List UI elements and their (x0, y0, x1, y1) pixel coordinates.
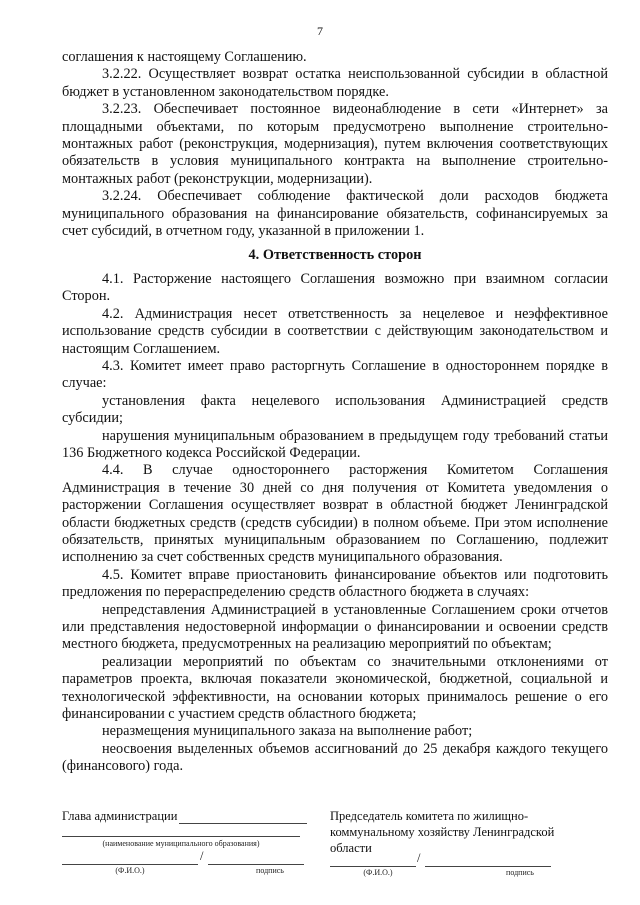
signature-left-sign-caption: подпись (256, 866, 284, 875)
paragraph: установления факта нецелевого использования Администрацией средств субсидии; (62, 392, 608, 427)
paragraph: 3.2.22. Осуществляет возврат остатка неиспользованной субсидии в областной бюджет в установленном законодательством порядке. (62, 66, 608, 100)
signature-left-org-line (62, 836, 300, 837)
signature-right-fio-caption: (Ф.И.О.) (363, 868, 393, 877)
signature-right-label (330, 808, 610, 856)
signature-right-label-line1: Председатель комитета по жилищно- (330, 809, 529, 823)
page-number: 7 (317, 24, 323, 38)
document-body (62, 49, 608, 776)
signature-left-label: Глава администрации (62, 809, 178, 823)
section-heading: 4. Ответственность сторон (248, 247, 422, 264)
signature-right-fio-line (330, 866, 416, 867)
paragraph: 4.1. Расторжение настоящего Соглашения возможно при взаимном согласии Сторон. (62, 270, 608, 305)
signature-left-fio-line (62, 864, 198, 865)
paragraph: 4.4. В случае одностороннего расторжения Комитетом Соглашения Администрация в течение 30 дней со дня получения от Комитета уведомления о расторжении Соглашения осуществляет возврат в областной бюджет Ленинградской области бюджетных средств (средств субсидии) в полном объеме. При этом исполнение обязательств, принятых муниципальным образованием по Соглашению, подлежит исполнению за счет собственных средств муниципального образования. (62, 462, 608, 566)
signature-right-label-line2: коммунальному хозяйству Ленинградской (330, 825, 555, 839)
signature-left-org-caption: (наименование муниципального образования) (102, 839, 260, 848)
paragraph: непредставления Администрацией в установленные Соглашением сроки отчетов или представления недостоверной информации о финансировании и освоении средств местного бюджета, предусмотренных на реализацию мероприятий по объектам; (62, 601, 608, 653)
signature-right-slash: / (417, 851, 421, 865)
signature-left-name-line (179, 810, 307, 824)
signature-left-label-row (62, 808, 307, 824)
paragraph: соглашения к настоящему Соглашению. (62, 49, 307, 65)
signature-left-sign-line (208, 864, 304, 865)
paragraph: 4.5. Комитет вправе приостановить финансирование объектов или подготовить предложения по перераспределению средств областного бюджета в случаях: (62, 566, 608, 601)
signature-right-label-line3: области (330, 841, 372, 855)
signature-left-slash: / (200, 849, 204, 863)
paragraph: нарушения муниципальным образованием в предыдущем году требований статьи 136 Бюджетного кодекса Российской Федерации. (62, 427, 608, 461)
paragraph: 3.2.24. Обеспечивает соблюдение фактической доли расходов бюджета муниципального образования на финансирование обязательств, софинансируемых за счет субсидий, в отчетном году, указанной в приложении 1. (62, 188, 608, 240)
paragraph: 4.3. Комитет имеет право расторгнуть Соглашение в одностороннем порядке в случае: (62, 357, 608, 392)
paragraph: неразмещения муниципального заказа на выполнение работ; (102, 723, 473, 740)
signature-left-fio-caption: (Ф.И.О.) (115, 866, 145, 875)
signature-right-sign-line (425, 866, 551, 867)
paragraph: 4.2. Администрация несет ответственность за нецелевое и неэффективное использование средств субсидии в соответствии с действующим законодательством и настоящим Соглашением. (62, 305, 608, 357)
signature-right-sign-caption: подпись (506, 868, 534, 877)
paragraph: 3.2.23. Обеспечивает постоянное видеонаблюдение в сети «Интернет» за площадными объектами, по которым предусмотрено выполнение строительно-монтажных работ (реконструкция, модернизация), путем включения соответствующих обязательств в условия муниципального контракта на выполнение строительно-монтажных работ (реконструкции, модернизации). (62, 101, 608, 187)
paragraph: реализации мероприятий по объектам со значительными отклонениями от параметров проекта, включая показатели экономической, бюджетной, социальной и технологической эффективности, на основании которых принималось решение о его финансировании с участием средств областного бюджета; (62, 653, 608, 723)
paragraph: неосвоения выделенных объемов ассигнований до 25 декабря каждого текущего (финансового) года. (62, 740, 608, 775)
